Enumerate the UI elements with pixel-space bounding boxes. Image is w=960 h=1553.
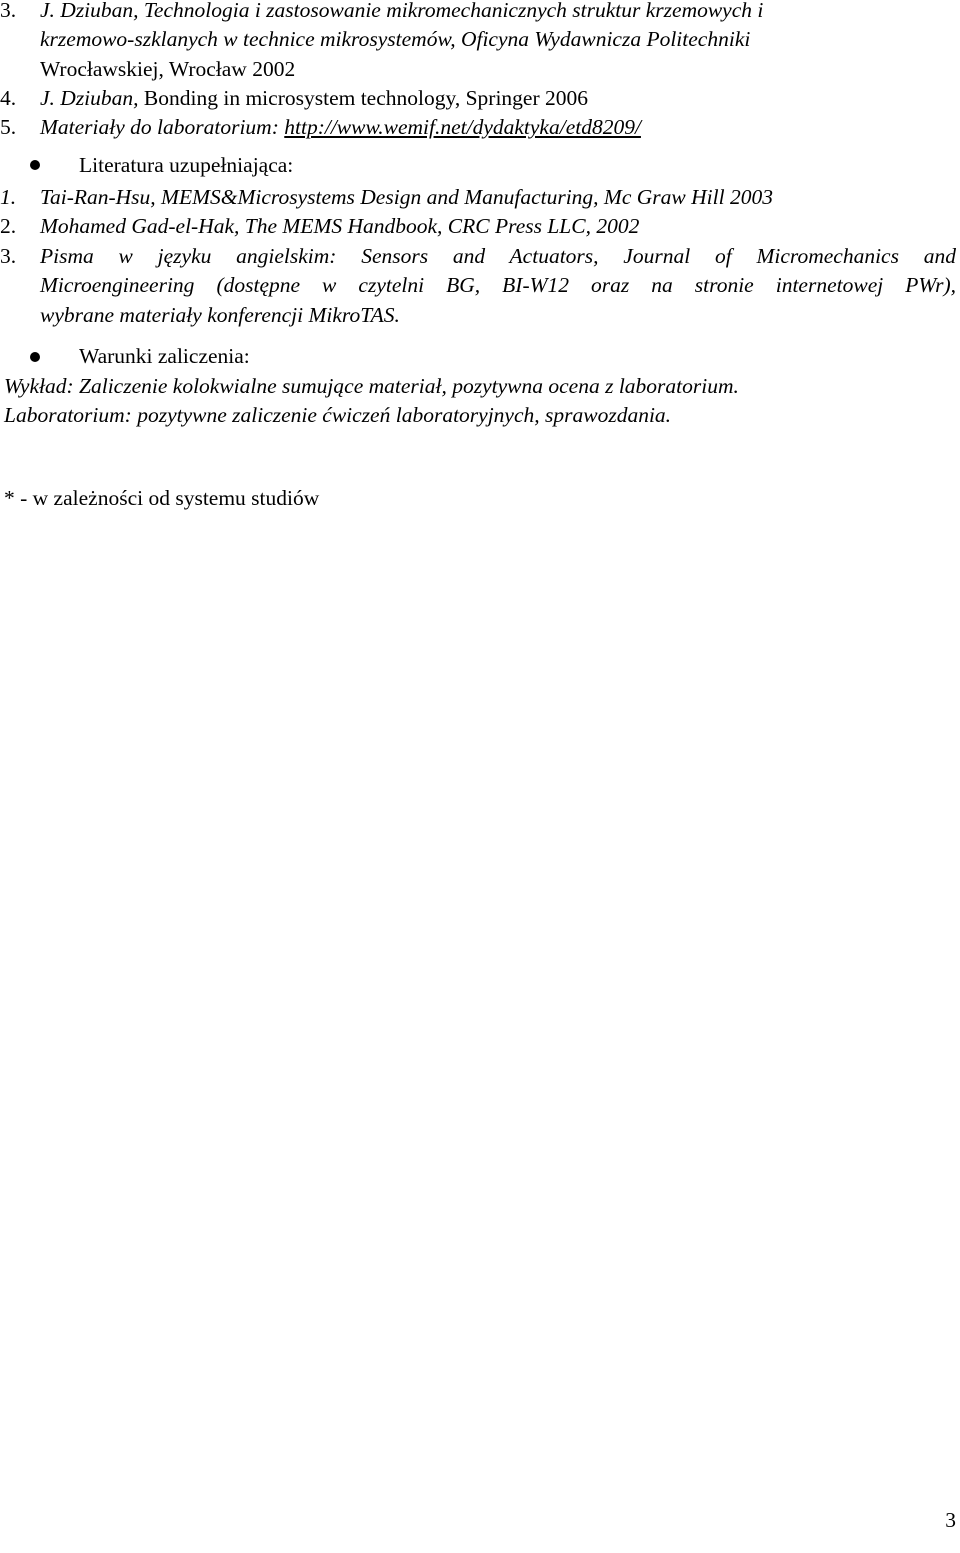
laboratory-materials-link[interactable]: http://www.wemif.net/dydaktyka/etd8209/	[284, 115, 641, 139]
ref-number: 4.	[0, 86, 17, 110]
ref-number: 3.	[0, 0, 17, 22]
page-number: 3	[945, 1508, 956, 1532]
ref-basic-3-line1	[0, 0, 956, 26]
ref-text: Mohamed Gad-el-Hak, The MEMS Handbook, CRC Press LLC, 2002	[40, 214, 640, 238]
ref-author: J. Dziuban,	[40, 0, 144, 22]
ref-number: 2.	[0, 214, 17, 238]
ref-supp-3-line3: wybrane materiały konferencji MikroTAS.	[40, 303, 400, 327]
bullet-icon	[30, 160, 40, 170]
ref-text: Tai-Ran-Hsu, MEMS&Microsystems Design and Manufacturing, Mc Graw Hill 2003	[40, 185, 773, 209]
ref-number: 1.	[0, 185, 17, 209]
ref-number: 5.	[0, 115, 17, 139]
ref-supp-3-number: 3.	[0, 244, 17, 268]
ref-basic-4	[0, 84, 588, 114]
lab-condition: Laboratorium: pozytywne zaliczenie ćwiczeń laboratoryjnych, sprawozdania.	[4, 403, 672, 427]
lecture-condition: Wykład: Zaliczenie kolokwialne sumujące materiał, pozytywna ocena z laboratorium.	[4, 374, 739, 398]
ref-supp-3-line1: Pisma w języku angielskim: Sensors and Actuators, Journal of Micromechanics and	[40, 244, 956, 268]
ref-basic-3-line2: krzemowo-szklanych w technice mikrosystemów, Oficyna Wydawnicza Politechniki	[40, 27, 751, 51]
ref-supp-3-line2: Microengineering (dostępne w czytelni BG, BI-W12 oraz na stronie internetowej PWr),	[40, 273, 956, 297]
conditions-heading: Warunki zaliczenia:	[79, 344, 250, 368]
ref-supp-1	[0, 183, 773, 213]
ref-basic-3-line3: Wrocławskiej, Wrocław 2002	[40, 57, 296, 81]
ref-label: Materiały do laboratorium:	[40, 115, 285, 139]
bullet-icon	[30, 352, 40, 362]
ref-author: J. Dziuban,	[40, 86, 144, 110]
ref-title: Technologia i zastosowanie mikromechanicznych struktur krzemowych i	[143, 0, 764, 22]
supplementary-literature-heading: Literatura uzupełniająca:	[79, 153, 294, 177]
ref-title: Bonding in microsystem technology, Springer 2006	[143, 86, 589, 110]
ref-basic-5	[0, 113, 641, 143]
footnote: * - w zależności od systemu studiów	[4, 486, 320, 510]
ref-supp-2	[0, 212, 639, 242]
